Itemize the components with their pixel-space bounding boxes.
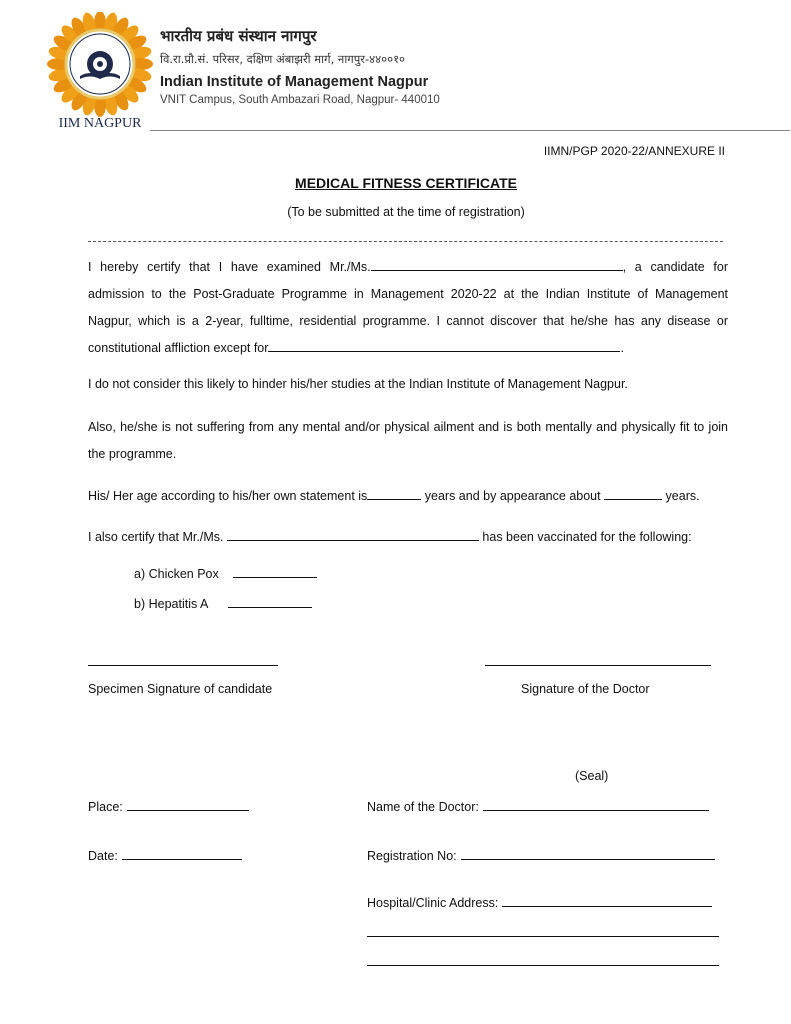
- registration-no-field: Registration No:: [367, 847, 715, 863]
- candidate-name-blank[interactable]: [371, 258, 623, 271]
- hepatitis-a-blank[interactable]: [228, 595, 312, 608]
- candidate-signature-line[interactable]: [88, 665, 278, 666]
- place-blank[interactable]: [127, 798, 249, 811]
- logo-caption: IIM NAGPUR: [58, 116, 142, 130]
- date-blank[interactable]: [122, 847, 242, 860]
- header-divider: [150, 130, 790, 131]
- address-blank-1[interactable]: [502, 894, 712, 907]
- vaccination-statement: I also certify that Mr./Ms. has been vaccinated for the following:: [88, 530, 692, 544]
- vaccine-item-hepatitis-a: b) Hepatitis A: [134, 595, 312, 611]
- iim-nagpur-logo: [46, 12, 154, 130]
- document-title: MEDICAL FITNESS CERTIFICATE: [295, 175, 517, 191]
- vaccine-item-chicken-pox: a) Chicken Pox: [134, 565, 317, 581]
- institute-address-hindi: वि.रा.प्रौ.सं. परिसर, दक्षिण अंबाझरी मार्ग, नागपुर-४४००१०: [160, 52, 406, 66]
- place-field: Place:: [88, 798, 249, 814]
- institute-name-hindi: भारतीय प्रबंध संस्थान नागपुर: [160, 27, 317, 45]
- certification-paragraph: I hereby certify that I have examined Mr./Ms. , a candidate for admission to the Post-Graduate Programme in Management 2020-22 at the Indian Institute of Management Nagpur, which is a 2-year, fulltime, residential programme. I cannot discover that he/she has any disease or constitutional affliction except for .: [88, 260, 728, 355]
- age-statement: His/ Her age according to his/her own statement is years and by appearance about years.: [88, 489, 700, 503]
- chicken-pox-blank[interactable]: [233, 565, 317, 578]
- document-subtitle: (To be submitted at the time of registration): [287, 205, 525, 219]
- institute-address-english: VNIT Campus, South Ambazari Road, Nagpur- 440010: [160, 94, 440, 106]
- date-field: Date:: [88, 847, 242, 863]
- candidate-signature-label: Specimen Signature of candidate: [88, 682, 273, 696]
- address-blank-2[interactable]: [367, 936, 719, 937]
- address-field: Hospital/Clinic Address:: [367, 894, 712, 910]
- doctor-signature-line[interactable]: [485, 665, 711, 666]
- stated-age-blank[interactable]: [367, 487, 421, 500]
- document-reference: IIMN/PGP 2020-22/ANNEXURE II: [543, 144, 725, 158]
- disease-exception-blank[interactable]: [268, 339, 620, 352]
- apparent-age-blank[interactable]: [604, 487, 662, 500]
- doctor-name-field: Name of the Doctor:: [367, 798, 709, 814]
- seal-label: (Seal): [575, 769, 609, 783]
- doctor-signature-label: Signature of the Doctor: [521, 682, 650, 696]
- vaccinated-person-blank[interactable]: [227, 528, 479, 541]
- hindrance-statement: I do not consider this likely to hinder his/her studies at the Indian Institute of Management Nagpur.: [88, 377, 628, 391]
- doctor-name-blank[interactable]: [483, 798, 709, 811]
- fitness-statement: Also, he/she is not suffering from any mental and/or physical ailment and is both mentally and physically fit to join the programme.: [88, 420, 728, 461]
- institute-name-english: Indian Institute of Management Nagpur: [160, 74, 429, 90]
- dashed-divider: [88, 241, 723, 242]
- registration-no-blank[interactable]: [461, 847, 715, 860]
- address-blank-3[interactable]: [367, 965, 719, 966]
- logo-emblem-icon: [46, 12, 154, 130]
